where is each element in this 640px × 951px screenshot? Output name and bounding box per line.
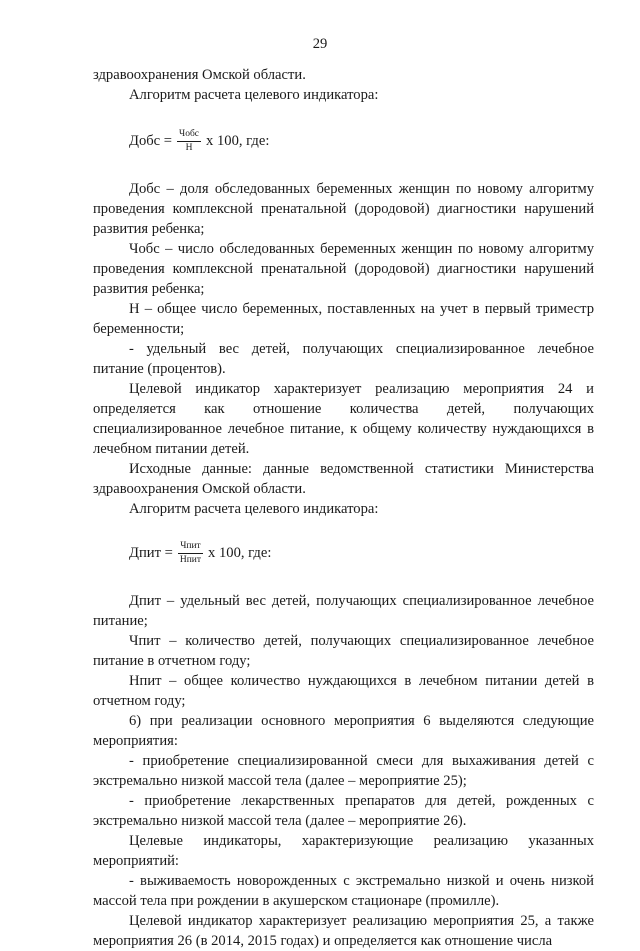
page-number: 29 bbox=[312, 36, 328, 52]
measure-26: - приобретение лекарственных препаратов для детей, рожденных с экстремально низкой массой тела (далее – мероприятие 26). bbox=[93, 793, 594, 829]
formula-dpit-fraction bbox=[178, 541, 203, 566]
formula-dobs-fraction bbox=[177, 129, 201, 154]
definition-n: Н – общее число беременных, поставленных на учет в первый триместр беременности; bbox=[93, 301, 594, 337]
indicator-survival: - выживаемость новорожденных с экстремально низкой и очень низкой массой тела при рождении в акушерском стационаре (промилле). bbox=[93, 873, 594, 909]
formula-dobs bbox=[129, 117, 594, 165]
formula-dpit-numerator: Чпит bbox=[178, 541, 203, 554]
indicator-description-24: Целевой индикатор характеризует реализацию мероприятия 24 и определяется как отношение количества детей, получающих специализированное лечебное питание, к общему количеству нуждающихся в лечебном питании детей. bbox=[93, 381, 594, 457]
formula-dobs-denominator: Н bbox=[185, 142, 193, 153]
indicators-heading: Целевые индикаторы, характеризующие реализацию указанных мероприятий: bbox=[93, 833, 594, 869]
definition-dpit: Дпит – удельный вес детей, получающих специализированное лечебное питание; bbox=[93, 593, 594, 629]
definition-npit: Нпит – общее количество нуждающихся в лечебном питании детей в отчетном году; bbox=[93, 673, 594, 709]
algorithm-heading-2: Алгоритм расчета целевого индикатора: bbox=[129, 501, 379, 517]
indicator-description-25: Целевой индикатор характеризует реализацию мероприятия 25, а также мероприятия 26 (в 2014, 2015 годах) и определяется как отношение числа bbox=[93, 913, 594, 949]
definition-dobs: Добс – доля обследованных беременных женщин по новому алгоритму проведения комплексной пренатальной (дородовой) диагностики нарушений развития ребенка; bbox=[93, 181, 594, 237]
formula-dpit-rhs: х 100, где: bbox=[208, 545, 272, 561]
source-data: Исходные данные: данные ведомственной статистики Министерства здравоохранения Омской области. bbox=[93, 461, 594, 497]
paragraph-continuation: здравоохранения Омской области. bbox=[93, 67, 306, 83]
formula-dpit-denominator: Нпит bbox=[179, 554, 202, 565]
indicator-item-nutrition: - удельный вес детей, получающих специализированное лечебное питание (процентов). bbox=[93, 341, 594, 377]
document-body bbox=[93, 65, 594, 951]
formula-dobs-numerator: Чобс bbox=[177, 129, 201, 142]
formula-dobs-rhs: х 100, где: bbox=[206, 133, 270, 149]
definition-chobs: Чобс – число обследованных беременных женщин по новому алгоритму проведения комплексной пренатальной (дородовой) диагностики нарушений развития ребенка; bbox=[93, 241, 594, 297]
formula-dpit-lhs: Дпит = bbox=[129, 545, 173, 561]
formula-dobs-lhs: Добс = bbox=[129, 133, 173, 149]
algorithm-heading-1: Алгоритм расчета целевого индикатора: bbox=[129, 87, 379, 103]
formula-dpit bbox=[129, 529, 594, 577]
definition-chpit: Чпит – количество детей, получающих специализированное лечебное питание в отчетном году; bbox=[93, 633, 594, 669]
section-6-intro: 6) при реализации основного мероприятия 6 выделяются следующие мероприятия: bbox=[93, 713, 594, 749]
measure-25: - приобретение специализированной смеси для выхаживания детей с экстремально низкой массой тела (далее – мероприятие 25); bbox=[93, 753, 594, 789]
